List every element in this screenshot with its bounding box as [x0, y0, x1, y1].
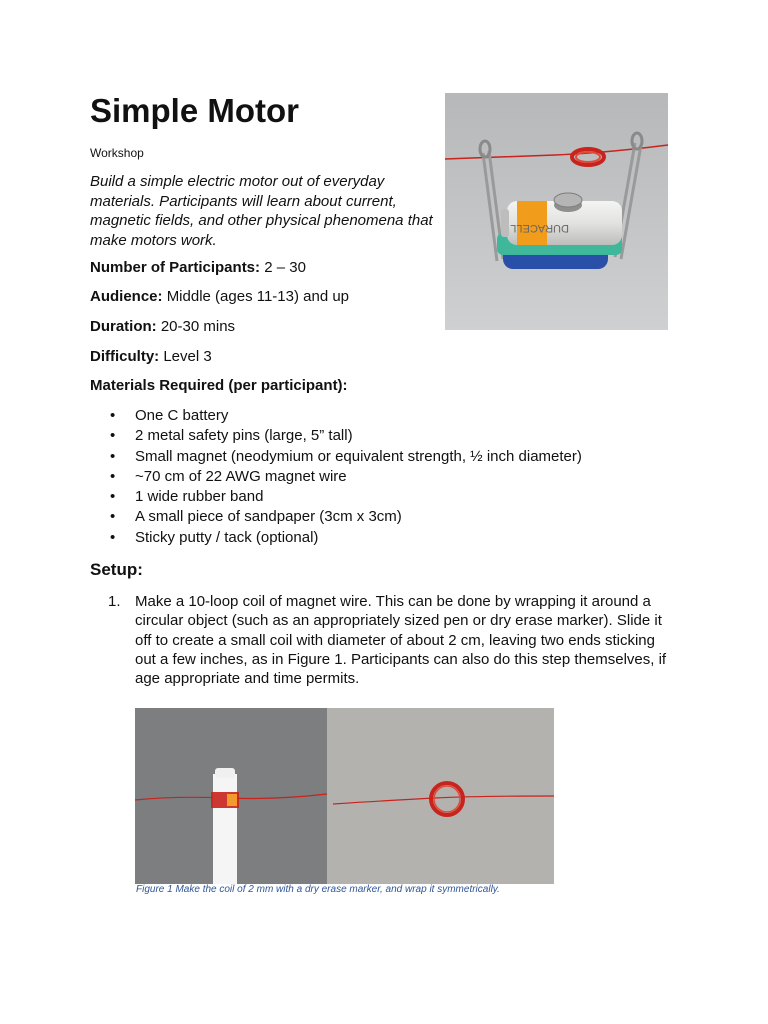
figure-1-photo [135, 708, 554, 884]
step-number: 1. [108, 593, 121, 610]
audience-field [90, 288, 349, 305]
difficulty-field [90, 348, 212, 365]
list-item: • ~70 cm of 22 AWG magnet wire [90, 467, 582, 487]
battery-label: DURACELL [510, 222, 569, 234]
difficulty-label: Difficulty: [90, 348, 160, 365]
list-item: • Small magnet (neodymium or equivalent strength, ½ inch diameter) [90, 447, 582, 467]
participants-label: Number of Participants: [90, 259, 261, 276]
step-text: Make a 10-loop coil of magnet wire. This can be done by wrapping it around a circular object (such as an appropriately sized pen or dry erase marker). Slide it off to create a small coil with diameter of about 2 cm, leaving two ends sticking out a few inches, as in Figure 1. Participants can also do this step themselves, if age appropriate and time permits. [135, 593, 667, 688]
list-item: • One C battery [90, 406, 582, 426]
duration-value: 20-30 mins [160, 318, 236, 335]
figure-1-caption: Figure 1 Make the coil of 2 mm with a dry erase marker, and wrap it symmetrically. [136, 884, 500, 895]
audience-value: Middle (ages 11-13) and up [166, 288, 350, 305]
document-type: Workshop [90, 146, 144, 160]
setup-heading: Setup: [90, 560, 143, 579]
list-item: • Sticky putty / tack (optional) [90, 528, 582, 548]
list-item: • A small piece of sandpaper (3cm x 3cm) [90, 507, 582, 527]
list-item: • 1 wide rubber band [90, 487, 582, 507]
materials-heading: Materials Required (per participant): [90, 377, 348, 394]
list-item: • 2 metal safety pins (large, 5” tall) [90, 426, 582, 446]
duration-field [90, 318, 235, 335]
materials-list [90, 406, 582, 548]
audience-label: Audience: [90, 288, 163, 305]
page-title: Simple Motor [90, 92, 300, 129]
intro-paragraph: Build a simple electric motor out of everyday materials. Participants will learn about current, magnetic fields, and other physical phenomena that make motors work. [90, 173, 433, 249]
difficulty-value: Level 3 [163, 348, 212, 365]
participants-value: 2 – 30 [264, 259, 306, 276]
motor-photo [445, 93, 668, 330]
duration-label: Duration: [90, 318, 157, 335]
participants-field [90, 259, 306, 276]
